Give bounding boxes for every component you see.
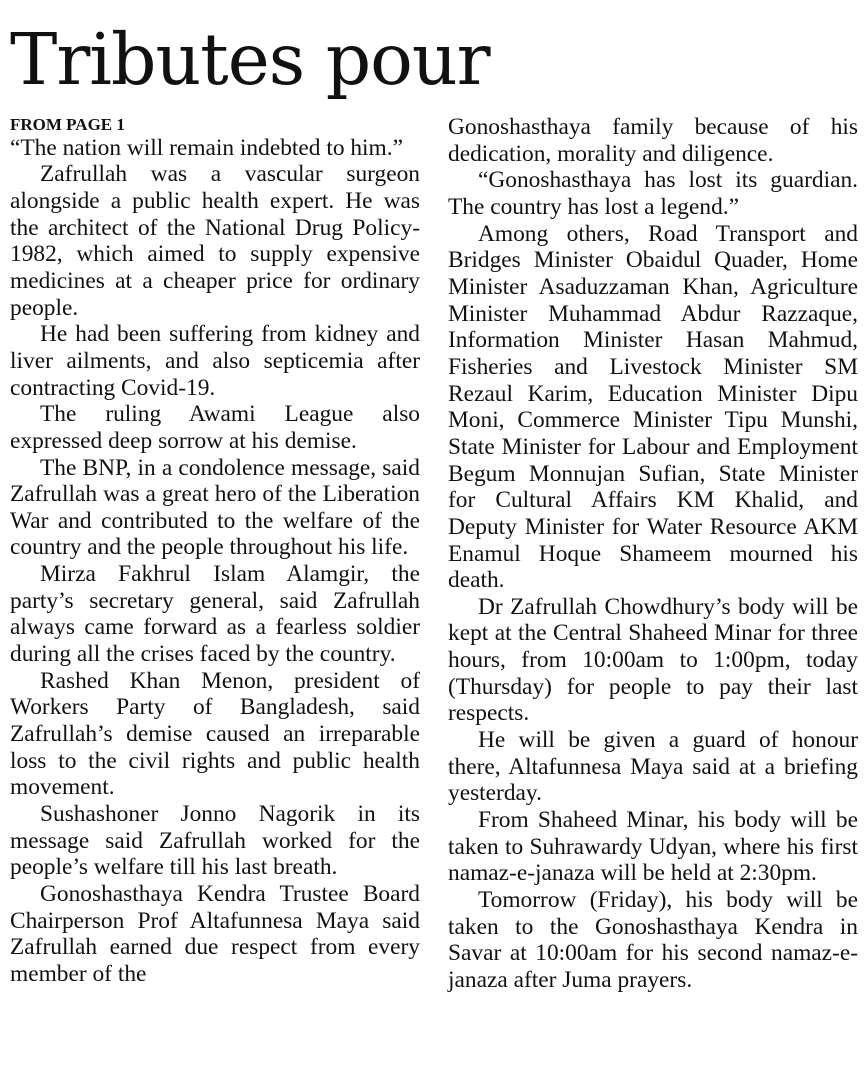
paragraph: “The nation will remain indebted to him.” [10,134,403,161]
paragraph: The ruling Awami League also expressed deep sorrow at his demise. [10,401,420,454]
paragraph: Rashed Khan Menon, president of Workers Party of Bangladesh, said Zafrullah’s demise caused an irreparable loss to the civil rights and public health movement. [10,667,420,801]
paragraph: Mirza Fakhrul Islam Alamgir, the party’s secretary general, said Zafrullah always came forward as a fearless soldier during all the crises faced by the country. [10,561,420,668]
paragraph: He will be given a guard of honour there, Altafunnesa Maya said at a briefing yesterday. [448,727,858,807]
article-column-left [10,114,420,988]
headline: Tributes pour [10,18,490,101]
paragraph: Gonoshasthaya Kendra Trustee Board Chairperson Prof Altafunnesa Maya said Zafrullah earned due respect from every member of the [10,881,420,987]
paragraph: Gonoshasthaya family because of his dedication, morality and diligence. [448,114,858,167]
paragraph: From Shaheed Minar, his body will be taken to Suhrawardy Udyan, where his first namaz-e-janaza will be held at 2:30pm. [448,807,858,887]
paragraph: Among others, Road Transport and Bridges Minister Obaidul Quader, Home Minister Asaduzzaman Khan, Agriculture Minister Muhammad Abdur Razzaque, Information Minister Hasan Mahmud, Fisheries and Livestock Minister SM Rezaul Karim, Education Minister Dipu Moni, Commerce Minister Tipu Munshi, State Minister for Labour and Employment Begum Monnujan Sufian, State Minister for Cultural Affairs KM Khalid, and Deputy Minister for Water Resource AKM Enamul Hoque Shameem mourned his death. [448,220,858,594]
paragraph: Tomorrow (Friday), his body will be taken to the Gonoshasthaya Kendra in Savar at 10:00am for his second namaz-e-janaza after Juma prayers. [448,887,858,993]
paragraph: He had been suffering from kidney and liver ailments, and also septicemia after contracting Covid-19. [10,321,420,401]
paragraph: “Gonoshasthaya has lost its guardian. The country has lost a legend.” [448,167,858,220]
paragraph: The BNP, in a condolence message, said Zafrullah was a great hero of the Liberation War and contributed to the welfare of the country and the people throughout his life. [10,454,420,561]
paragraph: Dr Zafrullah Chowdhury’s body will be kept at the Central Shaheed Minar for three hours, from 10:00am to 1:00pm, today (Thursday) for people to pay their last respects. [448,593,858,727]
continuation-kicker: FROM PAGE 1 [10,115,125,134]
article-column-right [448,114,858,994]
paragraph: Zafrullah was a vascular surgeon alongside a public health expert. He was the architect of the National Drug Policy-1982, which aimed to supply expensive medicines at a cheaper price for ordinary people. [10,161,420,321]
paragraph: Sushashoner Jonno Nagorik in its message said Zafrullah worked for the people’s welfare till his last breath. [10,801,420,881]
